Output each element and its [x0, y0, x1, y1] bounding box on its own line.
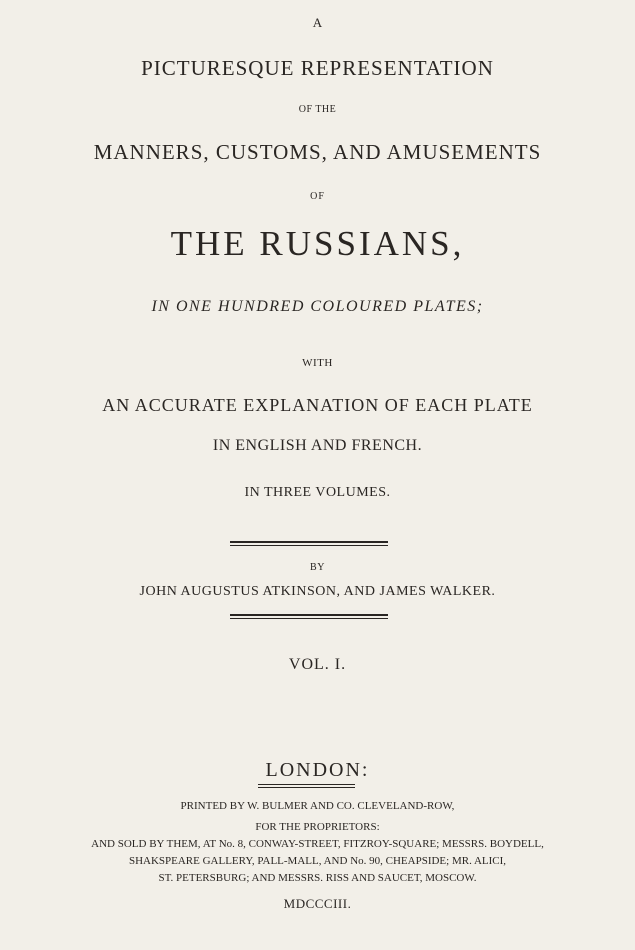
- imprint-line: FOR THE PROPRIETORS:: [255, 821, 380, 833]
- connector-of: OF: [310, 191, 325, 202]
- connector-by: BY: [310, 562, 325, 573]
- subtitle-languages: IN ENGLISH AND FRENCH.: [212, 437, 423, 454]
- title-line-manners: MANNERS, CUSTOMS, AND AMUSEMENTS: [93, 140, 542, 164]
- connector-with: WITH: [302, 357, 333, 369]
- imprint-place: LONDON:: [265, 759, 370, 781]
- volumes-note: IN THREE VOLUMES.: [244, 485, 391, 500]
- volume-number: VOL. I.: [288, 656, 347, 673]
- connector-of-the: OF THE: [298, 104, 337, 115]
- title-line-picturesque: PICTURESQUE REPRESENTATION: [141, 56, 494, 80]
- imprint-line: PRINTED BY W. BULMER AND CO. CLEVELAND-ROW,: [180, 800, 455, 812]
- publication-date: MDCCCIII.: [283, 896, 352, 911]
- subtitle-plates: IN ONE HUNDRED COLOURED PLATES;: [151, 298, 484, 315]
- imprint-line: SHAKSPEARE GALLERY, PALL-MALL, AND No. 90, CHEAPSIDE; MR. ALICI,: [128, 855, 507, 867]
- title-article: A: [312, 15, 323, 30]
- divider-lower: [230, 614, 388, 619]
- divider-imprint: [258, 784, 355, 788]
- subtitle-explanation: AN ACCURATE EXPLANATION OF EACH PLATE: [102, 395, 533, 415]
- imprint-line: AND SOLD BY THEM, AT No. 8, CONWAY-STREET, FITZROY-SQUARE; MESSRS. BOYDELL,: [91, 838, 544, 850]
- imprint-line: ST. PETERSBURG; AND MESSRS. RISS AND SAUCET, MOSCOW.: [158, 872, 477, 884]
- divider-upper: [230, 541, 388, 546]
- authors-line: JOHN AUGUSTUS ATKINSON, AND JAMES WALKER.: [139, 584, 496, 599]
- title-line-russians: THE RUSSIANS,: [170, 224, 465, 263]
